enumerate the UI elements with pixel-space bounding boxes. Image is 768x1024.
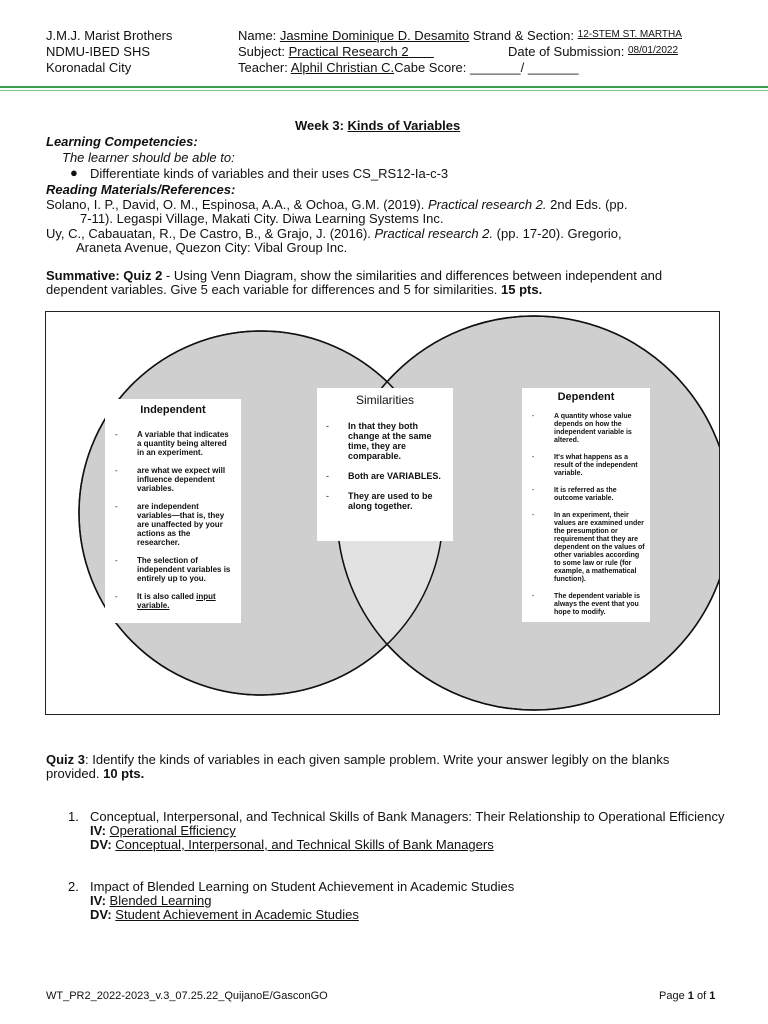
teacher-label: Teacher: — [238, 60, 288, 75]
competency-item: Differentiate kinds of variables and their uses CS_RS12-Ia-c-3 — [90, 166, 449, 181]
iv-answer: IV: Operational Efficiency — [90, 823, 236, 838]
independent-box — [105, 399, 241, 623]
similarities-title: Similarities — [355, 393, 414, 407]
summative-instructions: Summative: Quiz 2 - Using Venn Diagram, show the similarities and differences between independent and dependent variables. Give 5 each variable for differences and 5 for similarities. 15 pts. — [46, 268, 663, 297]
item-number: 1. — [68, 809, 79, 824]
similarities-box — [317, 388, 453, 541]
item-title: Conceptual, Interpersonal, and Technical Skills of Bank Managers: Their Relationship to Operational Efficiency — [90, 809, 725, 824]
header-rule — [0, 86, 768, 88]
subject-label: Subject: — [238, 44, 285, 59]
iv-answer: IV: Blended Learning — [90, 893, 212, 908]
list-item: - It's what happens as a result of the independent variable. — [554, 454, 646, 478]
list-item: - They are used to be along together. — [348, 491, 446, 511]
teacher-name: Alphil Christian C. — [290, 60, 395, 75]
list-item: - A variable that indicates a quantity being altered in an experiment. — [137, 430, 235, 457]
list-item: - The dependent variable is always the event that you hope to modify. — [554, 593, 646, 617]
footer-code: WT_PR2_2022-2023_v.3_07.25.22_QuijanoE/GasconGO — [46, 990, 328, 1002]
competencies-intro: The learner should be able to: — [62, 150, 235, 165]
date-value: 08/01/2022 — [627, 45, 679, 56]
similarities-list — [348, 421, 446, 511]
name-label: Name: — [238, 28, 277, 43]
dv-answer: DV: Conceptual, Interpersonal, and Technical Skills of Bank Managers — [90, 837, 494, 852]
school-name: J.M.J. Marist Brothers — [46, 28, 173, 43]
date-label: Date of Submission: — [508, 44, 625, 59]
school-department: NDMU-IBED SHS — [46, 44, 151, 59]
dv-answer: DV: Student Achievement in Academic Studies — [90, 907, 359, 922]
reference-1-cont: 7-11). Legaspi Village, Makati City. Diwa Learning Systems Inc. — [80, 211, 444, 226]
school-location: Koronadal City — [46, 60, 132, 75]
week-title: Week 3: Kinds of Variables — [295, 118, 461, 133]
dependent-box — [522, 388, 650, 622]
strand-label: Strand & Section: — [472, 28, 575, 43]
header-rule-thin — [0, 90, 768, 91]
list-item: - In that they both change at the same time, they are comparable. — [348, 421, 446, 461]
page-number: Page 1 of 1 — [659, 990, 716, 1002]
item-title: Impact of Blended Learning on Student Achievement in Academic Studies — [90, 879, 515, 894]
list-item: - are independent variables—that is, they are unaffected by your actions as the researcher. — [137, 502, 235, 547]
dependent-list — [554, 413, 646, 617]
reference-1: Solano, I. P., David, O. M., Espinosa, A.A., & Ochoa, G.M. (2019). Practical research 2. 2nd Eds. (pp. — [46, 197, 628, 212]
list-item: - are what we expect will influence dependent variables. — [137, 466, 235, 493]
references-heading: Reading Materials/References: — [46, 182, 236, 197]
list-item: - Both are VARIABLES. — [348, 471, 446, 481]
teacher-line — [238, 60, 578, 76]
reference-2: Uy, C., Cabauatan, R., De Castro, B., & Grajo, J. (2016). Practical research 2. (pp. 17-20). Gregorio, — [46, 226, 622, 241]
topic-title: Kinds of Variables — [347, 118, 461, 133]
quiz3-instructions: Quiz 3: Identify the kinds of variables in each given sample problem. Write your answer legibly on the blanks provided. 10 pts. — [46, 752, 670, 781]
list-item: - The selection of independent variables is entirely up to you. — [137, 556, 235, 583]
list-item: - It is also called input variable. — [137, 592, 235, 610]
reference-2-cont: Araneta Avenue, Quezon City: Vibal Group Inc. — [76, 240, 348, 255]
list-item: - A quantity whose value depends on how the independent variable is altered. — [554, 413, 646, 445]
list-item: - It is referred as the outcome variable. — [554, 487, 646, 503]
subject-line — [238, 44, 434, 60]
venn-diagram — [45, 311, 720, 715]
list-item: - In an experiment, their values are examined under the presumption or requirement that they are dependent on the values of other variables according to some law or rule (for example, a mathematical function). — [554, 512, 646, 584]
bullet-dot-icon: ● — [70, 165, 78, 180]
item-number: 2. — [68, 879, 79, 894]
dependent-title: Dependent — [557, 391, 615, 403]
competencies-heading: Learning Competencies: — [46, 134, 198, 149]
subject-value: Practical Research 2 — [288, 44, 409, 59]
student-name: Jasmine Dominique D. Desamito — [279, 28, 470, 43]
score-label: Cabe Score: _______/ _______ — [394, 60, 579, 75]
independent-title: Independent — [140, 404, 206, 416]
strand-value: 12-STEM ST. MARTHA — [577, 29, 682, 40]
independent-list — [137, 430, 235, 610]
